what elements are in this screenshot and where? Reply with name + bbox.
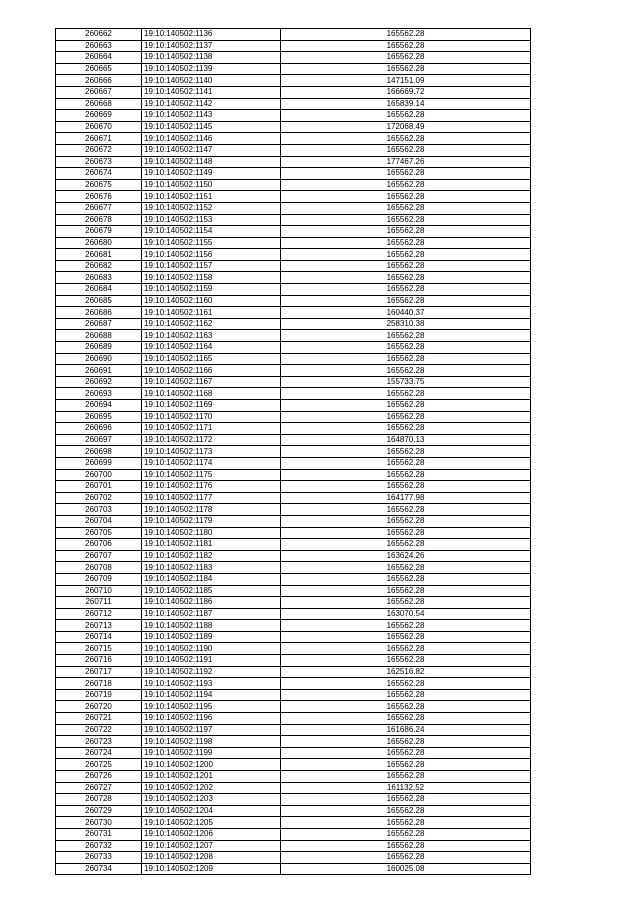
value-cell: 258310.38 (281, 318, 531, 330)
row-id-cell: 260734 (56, 863, 142, 875)
table-row (56, 365, 531, 377)
row-id-cell: 260678 (56, 214, 142, 226)
table-row (56, 52, 531, 64)
row-id-cell: 260670 (56, 121, 142, 133)
value-cell: 165562.28 (281, 504, 531, 516)
timestamp-cell: 19:10:140502:1157 (142, 260, 281, 272)
timestamp-cell: 19:10:140502:1209 (142, 863, 281, 875)
timestamp-cell: 19:10:140502:1169 (142, 400, 281, 412)
value-cell: 165562.28 (281, 573, 531, 585)
table-row (56, 736, 531, 748)
timestamp-cell: 19:10:140502:1149 (142, 168, 281, 180)
table-row (56, 226, 531, 238)
timestamp-cell: 19:10:140502:1158 (142, 272, 281, 284)
table-row (56, 469, 531, 481)
value-cell: 165562.28 (281, 817, 531, 829)
row-id-cell: 260731 (56, 828, 142, 840)
timestamp-cell: 19:10:140502:1146 (142, 133, 281, 145)
value-cell: 172068.49 (281, 121, 531, 133)
value-cell: 165562.28 (281, 168, 531, 180)
timestamp-cell: 19:10:140502:1193 (142, 678, 281, 690)
row-id-cell: 260683 (56, 272, 142, 284)
value-cell: 162516.82 (281, 666, 531, 678)
row-id-cell: 260684 (56, 284, 142, 296)
row-id-cell: 260720 (56, 701, 142, 713)
value-cell: 165562.28 (281, 237, 531, 249)
data-table (55, 28, 531, 875)
row-id-cell: 260690 (56, 353, 142, 365)
table-row (56, 179, 531, 191)
timestamp-cell: 19:10:140502:1196 (142, 713, 281, 725)
timestamp-cell: 19:10:140502:1143 (142, 110, 281, 122)
value-cell: 165562.28 (281, 411, 531, 423)
timestamp-cell: 19:10:140502:1150 (142, 179, 281, 191)
value-cell: 165562.28 (281, 840, 531, 852)
timestamp-cell: 19:10:140502:1204 (142, 805, 281, 817)
table-row (56, 828, 531, 840)
row-id-cell: 260730 (56, 817, 142, 829)
table-row (56, 434, 531, 446)
timestamp-cell: 19:10:140502:1136 (142, 29, 281, 41)
timestamp-cell: 19:10:140502:1194 (142, 689, 281, 701)
table-row (56, 504, 531, 516)
timestamp-cell: 19:10:140502:1163 (142, 330, 281, 342)
value-cell: 165562.28 (281, 249, 531, 261)
row-id-cell: 260672 (56, 144, 142, 156)
table-row (56, 353, 531, 365)
timestamp-cell: 19:10:140502:1138 (142, 52, 281, 64)
table-row (56, 237, 531, 249)
value-cell: 165562.28 (281, 214, 531, 226)
timestamp-cell: 19:10:140502:1161 (142, 307, 281, 319)
value-cell: 165562.28 (281, 597, 531, 609)
table-row (56, 481, 531, 493)
value-cell: 165562.28 (281, 643, 531, 655)
table-row (56, 817, 531, 829)
row-id-cell: 260717 (56, 666, 142, 678)
row-id-cell: 260707 (56, 550, 142, 562)
value-cell: 165562.28 (281, 144, 531, 156)
value-cell: 165562.28 (281, 342, 531, 354)
timestamp-cell: 19:10:140502:1137 (142, 40, 281, 52)
value-cell: 165562.28 (281, 794, 531, 806)
timestamp-cell: 19:10:140502:1155 (142, 237, 281, 249)
table-row (56, 202, 531, 214)
row-id-cell: 260709 (56, 573, 142, 585)
timestamp-cell: 19:10:140502:1182 (142, 550, 281, 562)
timestamp-cell: 19:10:140502:1141 (142, 86, 281, 98)
value-cell: 165839.14 (281, 98, 531, 110)
table-row (56, 666, 531, 678)
timestamp-cell: 19:10:140502:1192 (142, 666, 281, 678)
value-cell: 165562.28 (281, 284, 531, 296)
timestamp-cell: 19:10:140502:1189 (142, 631, 281, 643)
timestamp-cell: 19:10:140502:1187 (142, 608, 281, 620)
row-id-cell: 260693 (56, 388, 142, 400)
table-row (56, 805, 531, 817)
timestamp-cell: 19:10:140502:1191 (142, 655, 281, 667)
table-row (56, 272, 531, 284)
timestamp-cell: 19:10:140502:1202 (142, 782, 281, 794)
table-row (56, 759, 531, 771)
value-cell: 163070.54 (281, 608, 531, 620)
table-row (56, 342, 531, 354)
timestamp-cell: 19:10:140502:1167 (142, 376, 281, 388)
row-id-cell: 260674 (56, 168, 142, 180)
value-cell: 165562.28 (281, 63, 531, 75)
timestamp-cell: 19:10:140502:1201 (142, 771, 281, 783)
timestamp-cell: 19:10:140502:1148 (142, 156, 281, 168)
timestamp-cell: 19:10:140502:1166 (142, 365, 281, 377)
value-cell: 165562.28 (281, 295, 531, 307)
row-id-cell: 260685 (56, 295, 142, 307)
table-row (56, 655, 531, 667)
value-cell: 165562.28 (281, 805, 531, 817)
row-id-cell: 260710 (56, 585, 142, 597)
table-row (56, 840, 531, 852)
value-cell: 165562.28 (281, 771, 531, 783)
row-id-cell: 260688 (56, 330, 142, 342)
row-id-cell: 260668 (56, 98, 142, 110)
table-row (56, 689, 531, 701)
row-id-cell: 260706 (56, 539, 142, 551)
value-cell: 165562.28 (281, 539, 531, 551)
value-cell: 165562.28 (281, 110, 531, 122)
timestamp-cell: 19:10:140502:1184 (142, 573, 281, 585)
value-cell: 165562.28 (281, 759, 531, 771)
table-row (56, 284, 531, 296)
table-row (56, 539, 531, 551)
row-id-cell: 260681 (56, 249, 142, 261)
value-cell: 177467.26 (281, 156, 531, 168)
row-id-cell: 260699 (56, 457, 142, 469)
table-row (56, 29, 531, 41)
table-row (56, 388, 531, 400)
timestamp-cell: 19:10:140502:1178 (142, 504, 281, 516)
table-row (56, 643, 531, 655)
value-cell: 165562.28 (281, 330, 531, 342)
row-id-cell: 260701 (56, 481, 142, 493)
timestamp-cell: 19:10:140502:1139 (142, 63, 281, 75)
row-id-cell: 260667 (56, 86, 142, 98)
table-row (56, 747, 531, 759)
value-cell: 165562.28 (281, 179, 531, 191)
timestamp-cell: 19:10:140502:1154 (142, 226, 281, 238)
value-cell: 165562.28 (281, 29, 531, 41)
table-row (56, 75, 531, 87)
row-id-cell: 260696 (56, 423, 142, 435)
timestamp-cell: 19:10:140502:1188 (142, 620, 281, 632)
row-id-cell: 260676 (56, 191, 142, 203)
table-row (56, 411, 531, 423)
timestamp-cell: 19:10:140502:1168 (142, 388, 281, 400)
timestamp-cell: 19:10:140502:1142 (142, 98, 281, 110)
table-body (56, 29, 531, 875)
table-row (56, 608, 531, 620)
table-row (56, 133, 531, 145)
row-id-cell: 260724 (56, 747, 142, 759)
timestamp-cell: 19:10:140502:1207 (142, 840, 281, 852)
table-row (56, 214, 531, 226)
value-cell: 161686.24 (281, 724, 531, 736)
row-id-cell: 260669 (56, 110, 142, 122)
timestamp-cell: 19:10:140502:1190 (142, 643, 281, 655)
row-id-cell: 260663 (56, 40, 142, 52)
table-row (56, 63, 531, 75)
timestamp-cell: 19:10:140502:1197 (142, 724, 281, 736)
value-cell: 165562.28 (281, 655, 531, 667)
table-row (56, 376, 531, 388)
row-id-cell: 260682 (56, 260, 142, 272)
value-cell: 165562.28 (281, 620, 531, 632)
value-cell: 165562.28 (281, 226, 531, 238)
row-id-cell: 260677 (56, 202, 142, 214)
value-cell: 165562.28 (281, 457, 531, 469)
row-id-cell: 260715 (56, 643, 142, 655)
timestamp-cell: 19:10:140502:1140 (142, 75, 281, 87)
timestamp-cell: 19:10:140502:1200 (142, 759, 281, 771)
timestamp-cell: 19:10:140502:1153 (142, 214, 281, 226)
value-cell: 166669.72 (281, 86, 531, 98)
row-id-cell: 260732 (56, 840, 142, 852)
value-cell: 164870.13 (281, 434, 531, 446)
timestamp-cell: 19:10:140502:1176 (142, 481, 281, 493)
value-cell: 165562.28 (281, 515, 531, 527)
value-cell: 165562.28 (281, 400, 531, 412)
table-row (56, 515, 531, 527)
timestamp-cell: 19:10:140502:1152 (142, 202, 281, 214)
row-id-cell: 260719 (56, 689, 142, 701)
table-row (56, 620, 531, 632)
row-id-cell: 260687 (56, 318, 142, 330)
row-id-cell: 260729 (56, 805, 142, 817)
value-cell: 165562.28 (281, 202, 531, 214)
value-cell: 165562.28 (281, 713, 531, 725)
value-cell: 165562.28 (281, 469, 531, 481)
value-cell: 165562.28 (281, 260, 531, 272)
row-id-cell: 260723 (56, 736, 142, 748)
row-id-cell: 260721 (56, 713, 142, 725)
table-row (56, 852, 531, 864)
value-cell: 155733.75 (281, 376, 531, 388)
table-row (56, 771, 531, 783)
value-cell: 165562.28 (281, 828, 531, 840)
row-id-cell: 260662 (56, 29, 142, 41)
row-id-cell: 260726 (56, 771, 142, 783)
row-id-cell: 260695 (56, 411, 142, 423)
table-row (56, 794, 531, 806)
timestamp-cell: 19:10:140502:1174 (142, 457, 281, 469)
timestamp-cell: 19:10:140502:1205 (142, 817, 281, 829)
row-id-cell: 260692 (56, 376, 142, 388)
timestamp-cell: 19:10:140502:1175 (142, 469, 281, 481)
row-id-cell: 260733 (56, 852, 142, 864)
row-id-cell: 260680 (56, 237, 142, 249)
row-id-cell: 260673 (56, 156, 142, 168)
table-row (56, 446, 531, 458)
row-id-cell: 260691 (56, 365, 142, 377)
table-row (56, 550, 531, 562)
row-id-cell: 260718 (56, 678, 142, 690)
row-id-cell: 260705 (56, 527, 142, 539)
timestamp-cell: 19:10:140502:1172 (142, 434, 281, 446)
value-cell: 165562.28 (281, 481, 531, 493)
row-id-cell: 260708 (56, 562, 142, 574)
value-cell: 147151.09 (281, 75, 531, 87)
table-row (56, 121, 531, 133)
value-cell: 165562.28 (281, 272, 531, 284)
table-row (56, 110, 531, 122)
table-row (56, 249, 531, 261)
value-cell: 161132.52 (281, 782, 531, 794)
timestamp-cell: 19:10:140502:1206 (142, 828, 281, 840)
value-cell: 165562.28 (281, 446, 531, 458)
value-cell: 165562.28 (281, 40, 531, 52)
table-row (56, 457, 531, 469)
value-cell: 165562.28 (281, 736, 531, 748)
value-cell: 164177.98 (281, 492, 531, 504)
row-id-cell: 260702 (56, 492, 142, 504)
timestamp-cell: 19:10:140502:1147 (142, 144, 281, 156)
table-row (56, 330, 531, 342)
row-id-cell: 260704 (56, 515, 142, 527)
timestamp-cell: 19:10:140502:1208 (142, 852, 281, 864)
value-cell: 165562.28 (281, 353, 531, 365)
row-id-cell: 260679 (56, 226, 142, 238)
row-id-cell: 260666 (56, 75, 142, 87)
table-row (56, 260, 531, 272)
table-row (56, 318, 531, 330)
timestamp-cell: 19:10:140502:1180 (142, 527, 281, 539)
row-id-cell: 260712 (56, 608, 142, 620)
value-cell: 165562.28 (281, 585, 531, 597)
row-id-cell: 260671 (56, 133, 142, 145)
row-id-cell: 260698 (56, 446, 142, 458)
table-row (56, 701, 531, 713)
table-row (56, 492, 531, 504)
timestamp-cell: 19:10:140502:1165 (142, 353, 281, 365)
timestamp-cell: 19:10:140502:1186 (142, 597, 281, 609)
row-id-cell: 260689 (56, 342, 142, 354)
row-id-cell: 260711 (56, 597, 142, 609)
row-id-cell: 260700 (56, 469, 142, 481)
table-row (56, 527, 531, 539)
timestamp-cell: 19:10:140502:1162 (142, 318, 281, 330)
value-cell: 163624.26 (281, 550, 531, 562)
timestamp-cell: 19:10:140502:1159 (142, 284, 281, 296)
table-row (56, 713, 531, 725)
table-row (56, 562, 531, 574)
timestamp-cell: 19:10:140502:1171 (142, 423, 281, 435)
table-row (56, 678, 531, 690)
timestamp-cell: 19:10:140502:1156 (142, 249, 281, 261)
table-row (56, 144, 531, 156)
value-cell: 165562.28 (281, 562, 531, 574)
value-cell: 160025.08 (281, 863, 531, 875)
table-row (56, 597, 531, 609)
timestamp-cell: 19:10:140502:1151 (142, 191, 281, 203)
timestamp-cell: 19:10:140502:1198 (142, 736, 281, 748)
table-row (56, 573, 531, 585)
value-cell: 165562.28 (281, 631, 531, 643)
value-cell: 165562.28 (281, 689, 531, 701)
value-cell: 165562.28 (281, 701, 531, 713)
row-id-cell: 260697 (56, 434, 142, 446)
row-id-cell: 260716 (56, 655, 142, 667)
timestamp-cell: 19:10:140502:1181 (142, 539, 281, 551)
table-row (56, 295, 531, 307)
timestamp-cell: 19:10:140502:1203 (142, 794, 281, 806)
row-id-cell: 260725 (56, 759, 142, 771)
row-id-cell: 260722 (56, 724, 142, 736)
table-row (56, 400, 531, 412)
value-cell: 165562.28 (281, 527, 531, 539)
timestamp-cell: 19:10:140502:1183 (142, 562, 281, 574)
value-cell: 165562.28 (281, 747, 531, 759)
row-id-cell: 260694 (56, 400, 142, 412)
table-row (56, 191, 531, 203)
timestamp-cell: 19:10:140502:1164 (142, 342, 281, 354)
table-row (56, 307, 531, 319)
table-row (56, 724, 531, 736)
table-row (56, 585, 531, 597)
table-row (56, 782, 531, 794)
row-id-cell: 260675 (56, 179, 142, 191)
timestamp-cell: 19:10:140502:1173 (142, 446, 281, 458)
value-cell: 165562.28 (281, 191, 531, 203)
value-cell: 165562.28 (281, 52, 531, 64)
value-cell: 165562.28 (281, 365, 531, 377)
table-row (56, 168, 531, 180)
row-id-cell: 260727 (56, 782, 142, 794)
row-id-cell: 260713 (56, 620, 142, 632)
row-id-cell: 260686 (56, 307, 142, 319)
table-row (56, 98, 531, 110)
timestamp-cell: 19:10:140502:1160 (142, 295, 281, 307)
table-row (56, 863, 531, 875)
table-row (56, 156, 531, 168)
table-row (56, 40, 531, 52)
timestamp-cell: 19:10:140502:1170 (142, 411, 281, 423)
row-id-cell: 260728 (56, 794, 142, 806)
value-cell: 165562.28 (281, 423, 531, 435)
value-cell: 165562.28 (281, 388, 531, 400)
row-id-cell: 260714 (56, 631, 142, 643)
table-row (56, 86, 531, 98)
timestamp-cell: 19:10:140502:1199 (142, 747, 281, 759)
timestamp-cell: 19:10:140502:1185 (142, 585, 281, 597)
table-row (56, 631, 531, 643)
value-cell: 165562.28 (281, 133, 531, 145)
timestamp-cell: 19:10:140502:1177 (142, 492, 281, 504)
row-id-cell: 260664 (56, 52, 142, 64)
table-row (56, 423, 531, 435)
value-cell: 160440.37 (281, 307, 531, 319)
row-id-cell: 260665 (56, 63, 142, 75)
value-cell: 165562.28 (281, 852, 531, 864)
timestamp-cell: 19:10:140502:1179 (142, 515, 281, 527)
row-id-cell: 260703 (56, 504, 142, 516)
timestamp-cell: 19:10:140502:1145 (142, 121, 281, 133)
timestamp-cell: 19:10:140502:1195 (142, 701, 281, 713)
value-cell: 165562.28 (281, 678, 531, 690)
